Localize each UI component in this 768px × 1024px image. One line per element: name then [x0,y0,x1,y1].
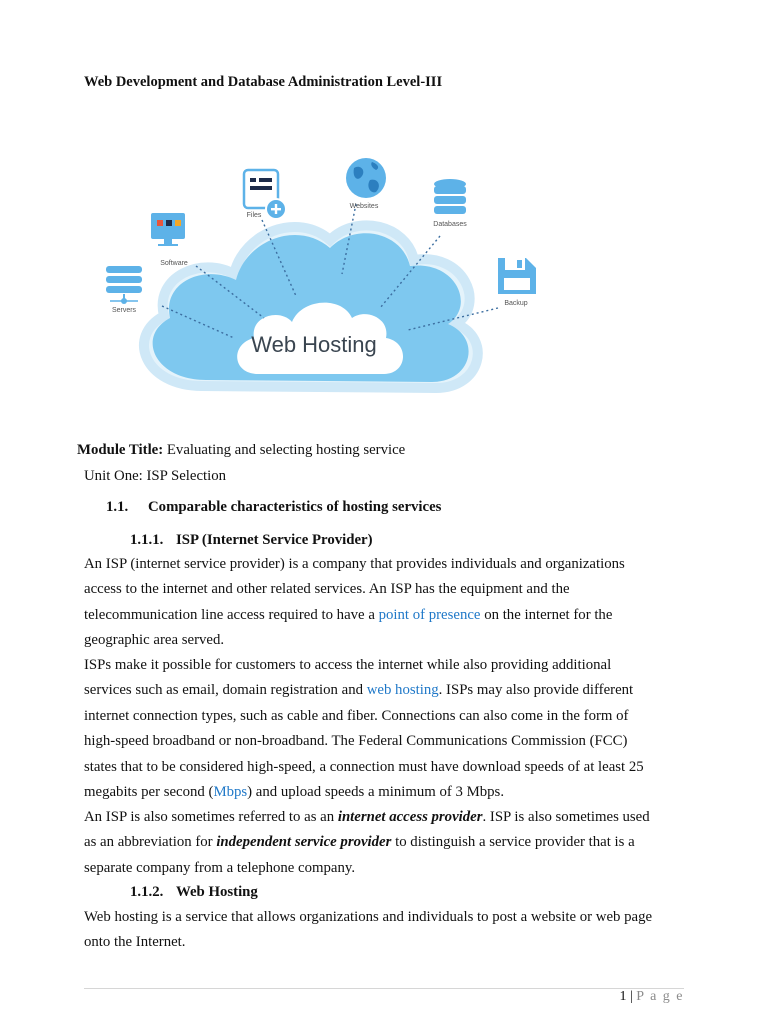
footer-separator: | [626,989,637,1004]
text-line [84,805,694,830]
text-line [84,830,694,855]
text-line [84,603,694,628]
text-span: An ISP is also sometimes referred to as an [84,809,338,825]
section-title: Comparable characteristics of hosting services [148,499,442,515]
page-footer [619,989,684,1005]
databases-label: Databases [433,221,467,228]
page-word: P a g e [636,989,684,1004]
text-line: onto the Internet. [84,934,186,951]
text-span: on the internet for the [480,606,613,623]
text-span: megabits per second ( [84,784,214,801]
text-line [84,780,694,805]
servers-label: Servers [111,307,137,314]
database-icon [434,179,466,214]
unit-title: Unit One: ISP Selection [84,468,227,484]
web-hosting-link[interactable]: web hosting [366,682,439,699]
backup-label: Backup [504,300,528,307]
emphasis-term: internet access provider [337,809,483,825]
floppy-disk-icon [498,258,536,294]
text-line: ISPs make it possible for customers to access the internet while also providing additional [84,657,612,673]
text-span: to distinguish a service provider that is a [391,834,635,851]
section-number: 1.1.2. [130,884,164,900]
text-line: Web hosting is a service that allows organizations and individuals to post a website or web page [84,909,653,925]
point-of-presence-link[interactable]: point of presence [378,606,481,623]
text-span: ) and upload speeds a minimum of 3 Mbps. [247,784,505,801]
section-title: ISP (Internet Service Provider) [176,532,373,548]
text-span: as an abbreviation for [84,834,217,851]
text-line: separate company from a telephone company. [84,859,356,876]
text-span: services such as email, domain registration and [84,682,367,699]
cloud-shape [144,225,478,388]
software-icon [151,213,185,246]
text-line: geographic area served. [84,632,225,649]
paragraph-web-hosting [84,905,694,956]
text-line: internet connection types, such as cable and fiber. Connections can also come in the form of [84,707,629,724]
text-span: . ISP is also sometimes used [482,809,650,825]
text-line [84,678,694,703]
module-title-value: Evaluating and selecting hosting service [163,442,406,458]
footer-divider [84,988,684,989]
module-title-line [77,438,405,463]
servers-icon [106,266,142,304]
section-heading-1-1 [106,495,441,520]
page-number: 1 [619,989,627,1004]
globe-icon [346,158,386,198]
software-label: Software [160,260,188,267]
text-line: high-speed broadband or non-broadband. The Federal Communications Commission (FCC) [84,733,628,750]
files-label: Files [246,212,262,219]
section-number: 1.1.1. [130,532,164,548]
mbps-link[interactable]: Mbps [213,784,248,801]
web-hosting-illustration [84,148,550,434]
section-title: Web Hosting [176,884,258,900]
text-line: states that to be considered high-speed, a connection must have download speeds of at least 25 [84,758,644,775]
emphasis-term: independent service provider [216,834,392,851]
cloud-label: Web Hosting [251,332,377,357]
section-heading-1-1-2 [130,880,258,905]
module-title-label: Module Title: [77,442,164,458]
text-span: . ISPs may also provide different [438,682,634,699]
paragraph-isp-services [84,653,694,805]
document-header-title: Web Development and Database Administration Level-III [84,74,443,90]
text-line: An ISP (internet service provider) is a company that provides individuals and organizations [84,556,625,572]
paragraph-isp-other-names [84,805,694,881]
websites-label: Websites [349,203,379,210]
section-heading-1-1-1 [130,528,373,553]
paragraph-isp-definition [84,552,694,654]
text-span: telecommunication line access required to have a [84,606,379,623]
text-line: access to the internet and other related services. An ISP has the equipment and the [84,581,570,598]
section-number: 1.1. [106,499,129,515]
